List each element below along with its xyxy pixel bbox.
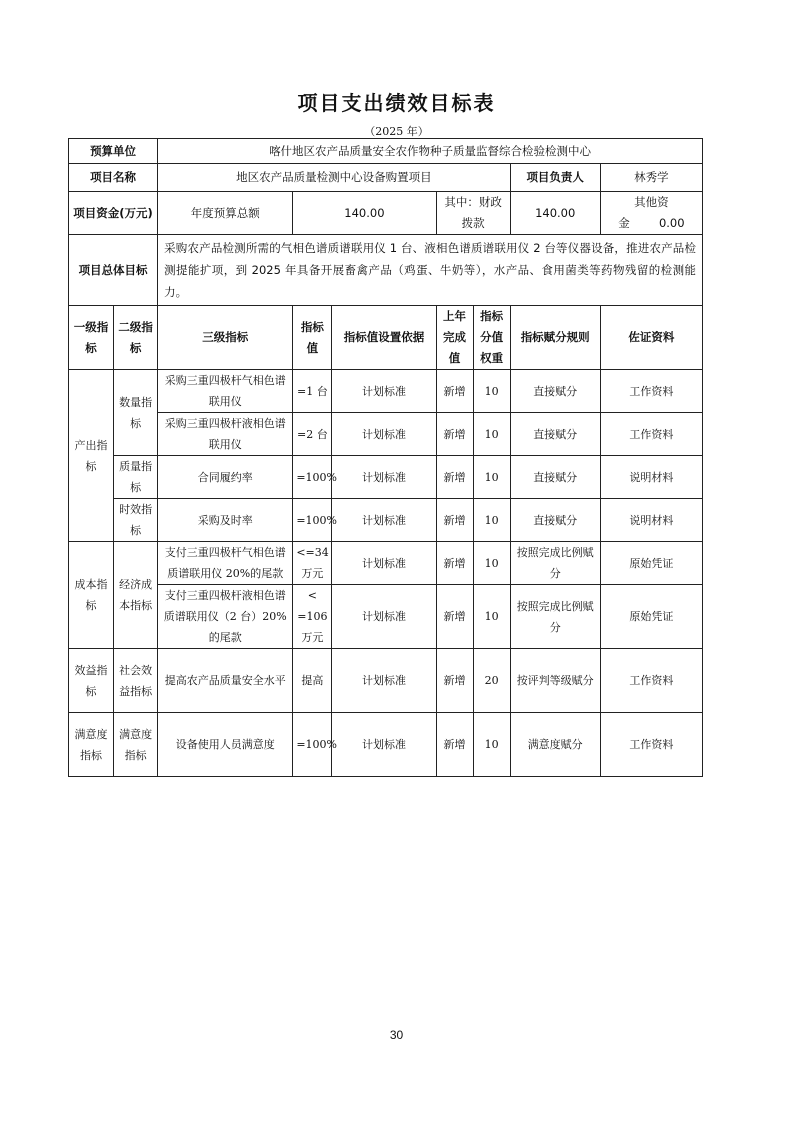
header-weight: 指标分值权重 bbox=[473, 306, 510, 370]
table-row bbox=[69, 499, 703, 542]
group-quantity: 数量指标 bbox=[114, 370, 158, 456]
goal-value: 采购农产品检测所需的气相色谱质谱联用仪 1 台、液相色谱质谱联用仪 2 台等仪器设备，推进农产品检测提能扩项，到 2025 年具备开展畜禽产品（鸡蛋、牛奶等），水产品、食用菌类等药物残留的检测能力。 bbox=[158, 235, 703, 306]
indicator-evidence: 说明材料 bbox=[600, 456, 702, 499]
project-name-label: 项目名称 bbox=[69, 164, 158, 192]
indicator-prev: 新增 bbox=[436, 370, 473, 413]
group-quality: 质量指标 bbox=[114, 456, 158, 499]
indicator-weight: 10 bbox=[473, 456, 510, 499]
indicator-weight: 10 bbox=[473, 713, 510, 777]
indicator-rule: 直接赋分 bbox=[510, 370, 600, 413]
indicator-name: 合同履约率 bbox=[158, 456, 293, 499]
indicator-name: 采购三重四极杆气相色谱联用仪 bbox=[158, 370, 293, 413]
year-subtitle: （2025 年） bbox=[364, 125, 429, 138]
group-output: 产出指标 bbox=[69, 370, 114, 542]
leader-value: 林秀学 bbox=[600, 164, 702, 192]
group-benefit: 效益指标 bbox=[69, 649, 114, 713]
indicator-basis: 计划标准 bbox=[332, 499, 436, 542]
header-basis: 指标值设置依据 bbox=[332, 306, 436, 370]
indicator-basis: 计划标准 bbox=[332, 542, 436, 585]
indicator-weight: 20 bbox=[473, 649, 510, 713]
budget-unit-label: 预算单位 bbox=[69, 139, 158, 164]
indicator-rule: 按照完成比例赋分 bbox=[510, 585, 600, 649]
indicator-weight: 10 bbox=[473, 413, 510, 456]
indicator-weight: 10 bbox=[473, 585, 510, 649]
table-row bbox=[69, 649, 703, 713]
indicator-name: 支付三重四极杆液相色谱质谱联用仪（2 台）20%的尾款 bbox=[158, 585, 293, 649]
header-prev: 上年完成值 bbox=[436, 306, 473, 370]
indicator-evidence: 工作资料 bbox=[600, 370, 702, 413]
indicator-evidence: 工作资料 bbox=[600, 649, 702, 713]
page-number: 30 bbox=[389, 1028, 404, 1042]
other-funds-label: 其他资金 bbox=[618, 195, 669, 230]
indicator-value: < =106 万元 bbox=[293, 585, 332, 649]
goal-label: 项目总体目标 bbox=[69, 235, 158, 306]
indicator-basis: 计划标准 bbox=[332, 370, 436, 413]
indicator-rule: 直接赋分 bbox=[510, 456, 600, 499]
indicator-prev: 新增 bbox=[436, 413, 473, 456]
group-cost: 成本指标 bbox=[69, 542, 114, 649]
indicator-weight: 10 bbox=[473, 542, 510, 585]
indicator-prev: 新增 bbox=[436, 585, 473, 649]
indicator-name: 采购三重四极杆液相色谱联用仪 bbox=[158, 413, 293, 456]
leader-label: 项目负责人 bbox=[510, 164, 600, 192]
indicator-value: =1 台 bbox=[293, 370, 332, 413]
table-row bbox=[69, 585, 703, 649]
table-row bbox=[69, 542, 703, 585]
indicator-value: =100% bbox=[293, 456, 332, 499]
indicator-rule: 按评判等级赋分 bbox=[510, 649, 600, 713]
group-timeliness: 时效指标 bbox=[114, 499, 158, 542]
indicator-prev: 新增 bbox=[436, 542, 473, 585]
fiscal-label: 其中：财政拨款 bbox=[436, 192, 510, 235]
project-name-value: 地区农产品质量检测中心设备购置项目 bbox=[158, 164, 511, 192]
header-level1: 一级指标 bbox=[69, 306, 114, 370]
indicator-value: =2 台 bbox=[293, 413, 332, 456]
indicator-prev: 新增 bbox=[436, 499, 473, 542]
funds-label: 项目资金(万元) bbox=[69, 192, 158, 235]
other-funds-value: 0.00 bbox=[658, 216, 685, 230]
header-value: 指标值 bbox=[293, 306, 332, 370]
indicator-value: =100% bbox=[293, 499, 332, 542]
indicator-evidence: 原始凭证 bbox=[600, 542, 702, 585]
indicator-evidence: 原始凭证 bbox=[600, 585, 702, 649]
fiscal-value: 140.00 bbox=[510, 192, 600, 235]
group-econ-cost: 经济成本指标 bbox=[114, 542, 158, 649]
indicator-basis: 计划标准 bbox=[332, 413, 436, 456]
indicator-weight: 10 bbox=[473, 499, 510, 542]
indicator-prev: 新增 bbox=[436, 649, 473, 713]
table-row bbox=[69, 413, 703, 456]
performance-target-table bbox=[68, 138, 703, 777]
annual-total-value: 140.00 bbox=[293, 192, 436, 235]
table-row bbox=[69, 456, 703, 499]
indicator-rule: 满意度赋分 bbox=[510, 713, 600, 777]
indicator-basis: 计划标准 bbox=[332, 649, 436, 713]
other-funds bbox=[600, 192, 702, 235]
indicator-name: 设备使用人员满意度 bbox=[158, 713, 293, 777]
group-social-benefit: 社会效益指标 bbox=[114, 649, 158, 713]
indicator-weight: 10 bbox=[473, 370, 510, 413]
group-satisfaction: 满意度指标 bbox=[69, 713, 114, 777]
indicator-rule: 直接赋分 bbox=[510, 499, 600, 542]
indicator-evidence: 工作资料 bbox=[600, 413, 702, 456]
header-rule: 指标赋分规则 bbox=[510, 306, 600, 370]
indicator-value: <=34 万元 bbox=[293, 542, 332, 585]
indicator-name: 提高农产品质量安全水平 bbox=[158, 649, 293, 713]
indicator-basis: 计划标准 bbox=[332, 585, 436, 649]
header-level3: 三级指标 bbox=[158, 306, 293, 370]
table-row bbox=[69, 713, 703, 777]
indicator-rule: 按照完成比例赋分 bbox=[510, 542, 600, 585]
annual-total-label: 年度预算总额 bbox=[158, 192, 293, 235]
indicator-name: 支付三重四极杆气相色谱质谱联用仪 20%的尾款 bbox=[158, 542, 293, 585]
indicator-value: =100% bbox=[293, 713, 332, 777]
budget-unit-value: 喀什地区农产品质量安全农作物种子质量监督综合检验检测中心 bbox=[158, 139, 703, 164]
indicator-prev: 新增 bbox=[436, 713, 473, 777]
indicator-evidence: 说明材料 bbox=[600, 499, 702, 542]
indicator-evidence: 工作资料 bbox=[600, 713, 702, 777]
indicator-basis: 计划标准 bbox=[332, 456, 436, 499]
header-evidence: 佐证资料 bbox=[600, 306, 702, 370]
indicator-name: 采购及时率 bbox=[158, 499, 293, 542]
page-title: 项目支出绩效目标表 bbox=[297, 91, 496, 115]
group-satisfaction-level2: 满意度指标 bbox=[114, 713, 158, 777]
indicator-rule: 直接赋分 bbox=[510, 413, 600, 456]
indicator-basis: 计划标准 bbox=[332, 713, 436, 777]
table-row bbox=[69, 370, 703, 413]
indicator-value: 提高 bbox=[293, 649, 332, 713]
indicator-prev: 新增 bbox=[436, 456, 473, 499]
header-level2: 二级指标 bbox=[114, 306, 158, 370]
